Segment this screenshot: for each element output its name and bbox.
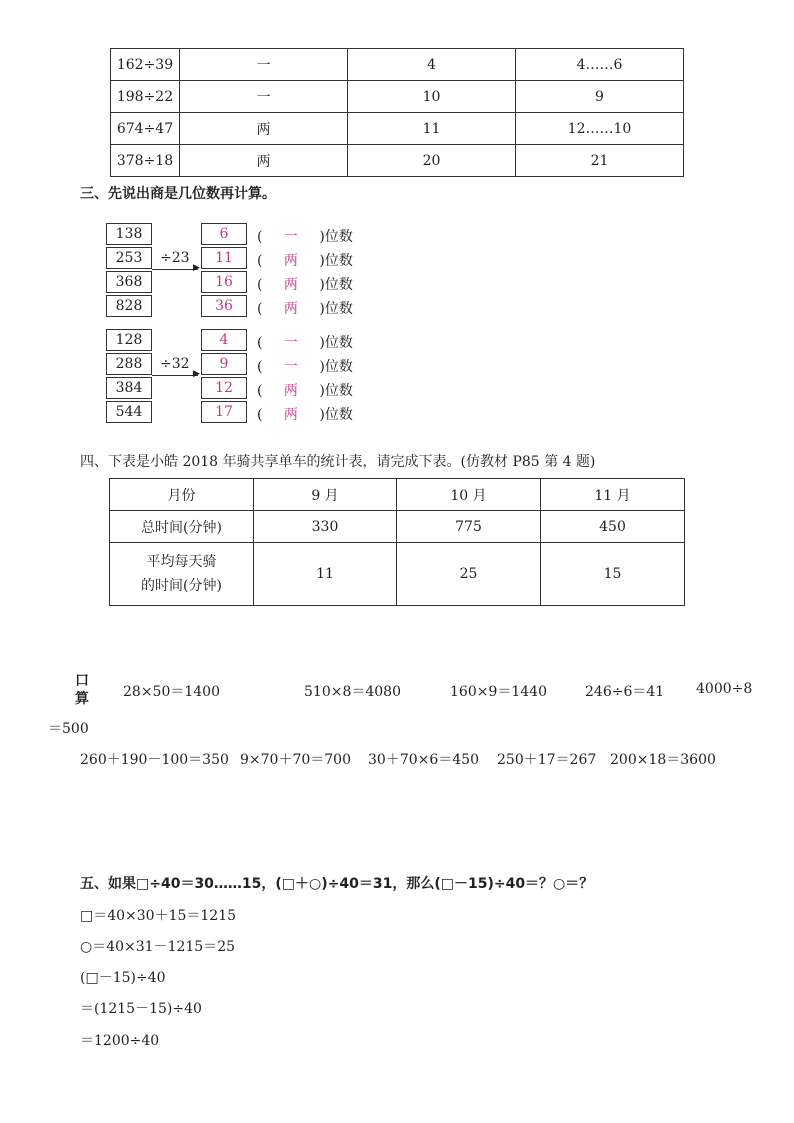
table-row xyxy=(111,81,684,113)
value-cell: 25 xyxy=(397,543,541,606)
dividend-box: 544 xyxy=(106,401,152,423)
value-cell: 15 xyxy=(541,543,685,606)
answer-line xyxy=(257,380,353,400)
paren-close: )位数 xyxy=(319,277,353,293)
answer-line xyxy=(257,250,353,270)
bike-stats-table xyxy=(109,478,685,606)
division-table xyxy=(110,48,684,177)
digits-cell: 一 xyxy=(180,81,348,113)
paren-close: )位数 xyxy=(319,335,353,351)
quotient-box: 6 xyxy=(201,223,247,245)
dividend-box: 828 xyxy=(106,295,152,317)
oral-item: 160×9＝1440 xyxy=(450,684,547,700)
answer-line xyxy=(257,298,353,318)
dividend-box: 138 xyxy=(106,223,152,245)
dividend-box: 384 xyxy=(106,377,152,399)
oral-item: 510×8＝4080 xyxy=(304,684,401,700)
row-label-line: 的时间(分钟) xyxy=(141,578,222,594)
solution-line: ＝1200÷40 xyxy=(80,1033,160,1049)
section4-title: 四、下表是小皓 2018 年骑共享单车的统计表，请完成下表。(仿教材 P85 第 4 题) xyxy=(80,454,596,470)
estimate-cell: 11 xyxy=(348,113,516,145)
paren-open: ( xyxy=(257,277,263,293)
answer-fill: 两 xyxy=(283,277,298,293)
oral-item: 260＋190－100＝350 xyxy=(80,752,229,768)
oral-label-bottom: 算 xyxy=(75,691,89,707)
oral-item: 28×50＝1400 xyxy=(123,684,220,700)
value-cell: 330 xyxy=(254,511,397,543)
header-cell: 9 月 xyxy=(254,479,397,511)
header-cell: 月份 xyxy=(110,479,254,511)
solution-line: □＝40×30＋15＝1215 xyxy=(80,908,237,924)
table-row xyxy=(110,543,685,606)
answer-fill: 两 xyxy=(283,407,298,423)
oral-item: 200×18＝3600 xyxy=(610,752,716,768)
section5-title: 五、如果□÷40＝30……15，(□＋○)÷40＝31，那么(□－15)÷40＝？○＝？ xyxy=(80,876,594,892)
oral-item-wrap: ＝500 xyxy=(48,721,89,737)
answer-line xyxy=(257,226,353,246)
row-label: 总时间(分钟) xyxy=(110,511,254,543)
oral-item: 4000÷8 xyxy=(696,681,753,697)
oral-label-top: 口 xyxy=(75,673,89,689)
answer-fill: 一 xyxy=(283,335,298,351)
digits-cell: 两 xyxy=(180,145,348,177)
value-cell: 11 xyxy=(254,543,397,606)
answer-fill: 两 xyxy=(283,301,298,317)
paren-close: )位数 xyxy=(319,301,353,317)
digits-cell: 一 xyxy=(180,49,348,81)
oral-item: 9×70＋70＝700 xyxy=(240,752,351,768)
quotient-box: 11 xyxy=(201,247,247,269)
answer-line xyxy=(257,356,353,376)
dividend-box: 368 xyxy=(106,271,152,293)
result-cell: 4……6 xyxy=(516,49,684,81)
paren-open: ( xyxy=(257,407,263,423)
row-label-line: 平均每天骑 xyxy=(146,554,217,570)
answer-fill: 一 xyxy=(283,229,298,245)
paren-open: ( xyxy=(257,229,263,245)
header-cell: 10 月 xyxy=(397,479,541,511)
paren-open: ( xyxy=(257,301,263,317)
expr-cell: 162÷39 xyxy=(111,49,180,81)
paren-close: )位数 xyxy=(319,229,353,245)
oral-item: 30＋70×6＝450 xyxy=(368,752,479,768)
answer-fill: 两 xyxy=(283,253,298,269)
expr-cell: 378÷18 xyxy=(111,145,180,177)
value-cell: 775 xyxy=(397,511,541,543)
table-row xyxy=(111,113,684,145)
answer-line xyxy=(257,274,353,294)
expr-cell: 674÷47 xyxy=(111,113,180,145)
quotient-box: 12 xyxy=(201,377,247,399)
paren-close: )位数 xyxy=(319,383,353,399)
paren-close: )位数 xyxy=(319,407,353,423)
divisor-label: ÷23 xyxy=(160,250,190,266)
arrow-line xyxy=(152,375,198,376)
arrow-head-icon: ▶ xyxy=(193,369,200,379)
expr-cell: 198÷22 xyxy=(111,81,180,113)
section3-title: 三、先说出商是几位数再计算。 xyxy=(80,186,276,202)
quotient-box: 36 xyxy=(201,295,247,317)
paren-open: ( xyxy=(257,253,263,269)
estimate-cell: 10 xyxy=(348,81,516,113)
quotient-box: 17 xyxy=(201,401,247,423)
result-cell: 21 xyxy=(516,145,684,177)
solution-line: ○＝40×31－1215＝25 xyxy=(80,939,236,955)
dividend-box: 288 xyxy=(106,353,152,375)
divisor-label: ÷32 xyxy=(160,356,190,372)
value-cell: 450 xyxy=(541,511,685,543)
answer-line xyxy=(257,332,353,352)
table-row xyxy=(110,511,685,543)
arrow-head-icon: ▶ xyxy=(193,263,200,273)
quotient-box: 9 xyxy=(201,353,247,375)
answer-line xyxy=(257,404,353,424)
quotient-box: 16 xyxy=(201,271,247,293)
row-label xyxy=(110,543,254,606)
table-row xyxy=(111,49,684,81)
estimate-cell: 20 xyxy=(348,145,516,177)
paren-open: ( xyxy=(257,359,263,375)
digits-cell: 两 xyxy=(180,113,348,145)
dividend-box: 253 xyxy=(106,247,152,269)
solution-line: ＝(1215－15)÷40 xyxy=(80,1001,202,1017)
paren-open: ( xyxy=(257,335,263,351)
oral-item: 250＋17＝267 xyxy=(497,752,597,768)
arrow-line xyxy=(152,269,198,270)
quotient-box: 4 xyxy=(201,329,247,351)
dividend-box: 128 xyxy=(106,329,152,351)
result-cell: 12……10 xyxy=(516,113,684,145)
result-cell: 9 xyxy=(516,81,684,113)
paren-open: ( xyxy=(257,383,263,399)
oral-item: 246÷6＝41 xyxy=(585,684,665,700)
header-cell: 11 月 xyxy=(541,479,685,511)
solution-line: (□－15)÷40 xyxy=(80,970,166,986)
paren-close: )位数 xyxy=(319,253,353,269)
answer-fill: 一 xyxy=(283,359,298,375)
answer-fill: 两 xyxy=(283,383,298,399)
table-header-row xyxy=(110,479,685,511)
estimate-cell: 4 xyxy=(348,49,516,81)
table-row xyxy=(111,145,684,177)
paren-close: )位数 xyxy=(319,359,353,375)
